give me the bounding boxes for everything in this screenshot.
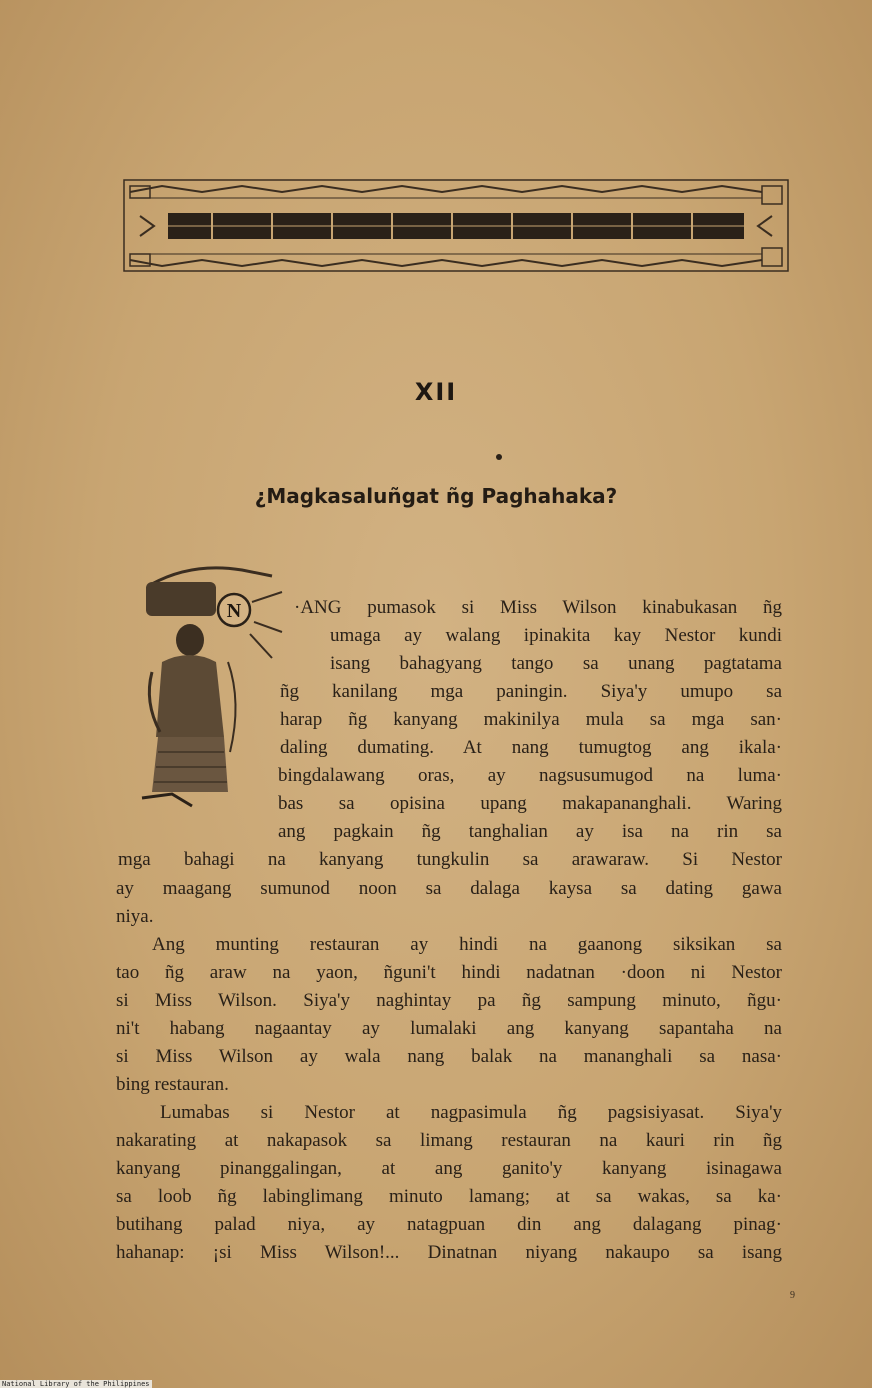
library-footer: National Library of the Philippines xyxy=(2,1380,150,1388)
text-line: ·ANG pumasok si Miss Wilson kinabukasan ñg xyxy=(294,597,782,618)
text-line: mga bahagi na kanyang tungkulin sa arawaraw. Si Nestor xyxy=(118,849,782,870)
dropcap-letter: N xyxy=(226,600,242,622)
text-line: si Miss Wilson. Siya'y naghintay pa ñg sampung minuto, ñgu· xyxy=(116,990,782,1011)
text-line: ay maagang sumunod noon sa dalaga kaysa sa dating gawa xyxy=(116,878,782,899)
text-line: harap ñg kanyang makinilya mula sa mga san· xyxy=(280,709,782,730)
text-line: butihang palad niya, ay natagpuan din ang dalagang pinag· xyxy=(116,1214,782,1235)
page-mark: 9 xyxy=(790,1290,795,1301)
text-line: Lumabas si Nestor at nagpasimula ñg pagsisiyasat. Siya'y xyxy=(160,1102,782,1123)
text-line: isang bahagyang tango sa unang pagtatama xyxy=(330,653,782,674)
text-line: bing restauran. xyxy=(116,1074,229,1095)
text-line: ñg kanilang mga paningin. Siya'y umupo sa xyxy=(280,681,782,702)
text-line: bas sa opisina upang makapananghali. Waring xyxy=(278,793,782,814)
text-line: Ang munting restauran ay hindi na gaanong siksikan sa xyxy=(152,934,782,955)
text-line: sa loob ñg labinglimang minuto lamang; at sa wakas, sa ka· xyxy=(116,1186,782,1207)
text-line: niya. xyxy=(116,906,154,927)
dropcap-illustration xyxy=(132,562,290,812)
text-line: ni't habang nagaantay ay lumalaki ang kanyang sapantaha na xyxy=(116,1018,782,1039)
text-line: tao ñg araw na yaon, ñguni't hindi nadatnan ·doon ni Nestor xyxy=(116,962,782,983)
text-line: nakarating at nakapasok sa limang restauran na kauri rin ñg xyxy=(116,1130,782,1151)
text-line: daling dumating. At nang tumugtog ang ikala· xyxy=(280,737,782,758)
chapter-ornament-banner xyxy=(122,178,790,273)
ornament-dot xyxy=(496,454,502,460)
text-line: si Miss Wilson ay wala nang balak na mananghali sa nasa· xyxy=(116,1046,782,1067)
text-line: hahanap: ¡si Miss Wilson!... Dinatnan niyang nakaupo sa isang xyxy=(116,1242,782,1263)
text-line: umaga ay walang ipinakita kay Nestor kundi xyxy=(330,625,782,646)
text-line: ang pagkain ñg tanghalian ay isa na rin sa xyxy=(278,821,782,842)
text-line: bingdalawang oras, ay nagsusumugod na luma· xyxy=(278,765,782,786)
text-line: kanyang pinanggalingan, at ang ganito'y kanyang isinagawa xyxy=(116,1158,782,1179)
chapter-number: XII xyxy=(414,378,458,406)
chapter-title: ¿Magkasaluñgat ñg Paghahaka? xyxy=(254,484,618,508)
